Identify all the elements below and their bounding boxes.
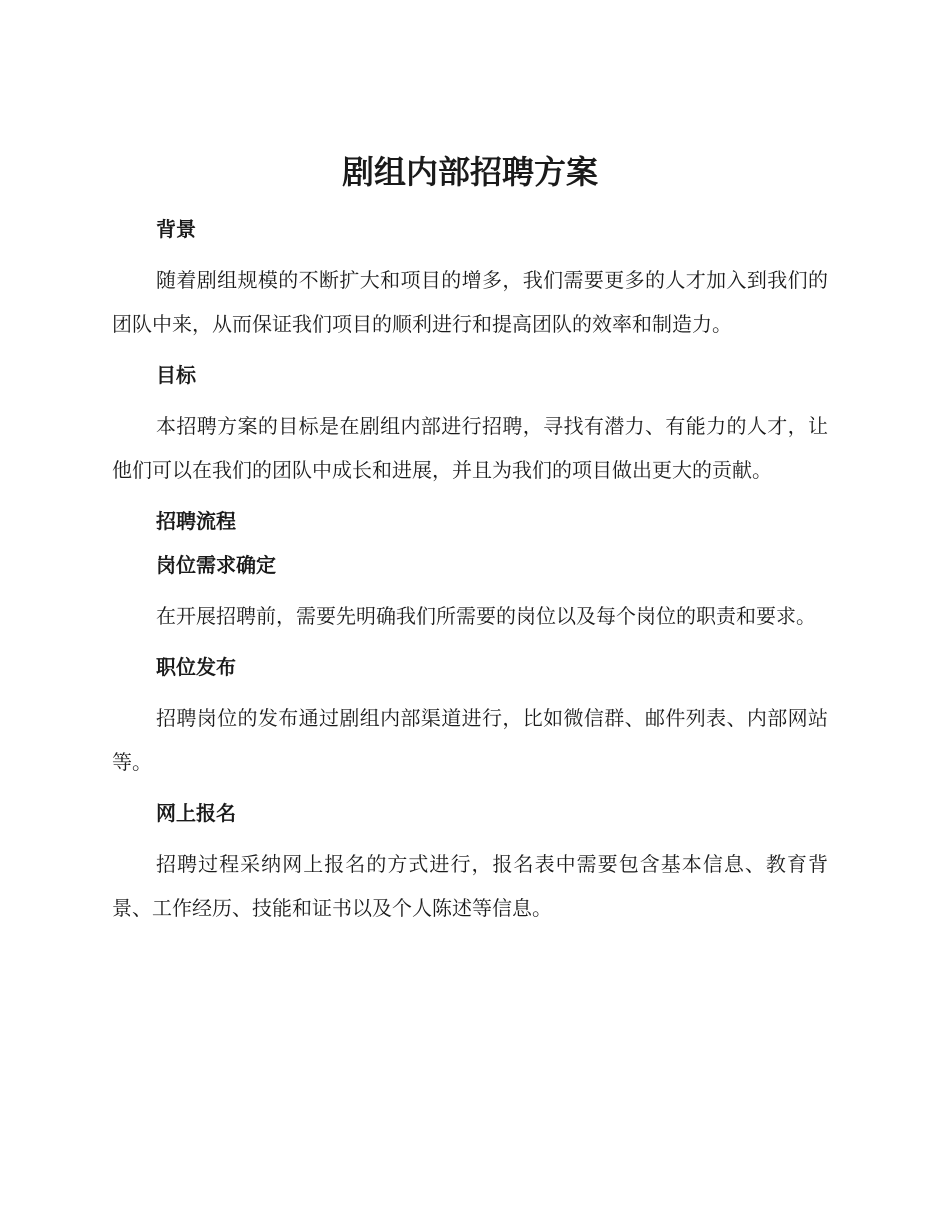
document-title: 剧组内部招聘方案 [341,153,598,191]
spacer [112,244,828,258]
paragraph-online-registration: 招聘过程采纳网上报名的方式进行，报名表中需要包含基本信息、教育背景、工作经历、技能和证书以及个人陈述等信息。 [112,852,828,920]
section-heading-process: 招聘流程 [156,509,236,533]
spacer [112,536,828,550]
paragraph-position-needs: 在开展招聘前，需要先明确我们所需要的岗位以及每个岗位的职责和要求。 [156,604,816,628]
spacer [112,638,828,652]
spacer [112,492,828,506]
spacer [112,390,828,404]
spacer [112,346,828,360]
section-heading-job-posting: 职位发布 [156,655,236,679]
spacer [112,580,828,594]
section-heading-background: 背景 [156,217,196,241]
section-heading-position-needs: 岗位需求确定 [156,553,276,577]
paragraph-job-posting: 招聘岗位的发布通过剧组内部渠道进行，比如微信群、邮件列表、内部网站等。 [112,706,828,774]
paragraph-background: 随着剧组规模的不断扩大和项目的增多，我们需要更多的人才加入到我们的团队中来，从而保证我们项目的顺利进行和提高团队的效率和制造力。 [112,268,828,336]
spacer [112,784,828,798]
section-heading-online-registration: 网上报名 [156,801,236,825]
spacer [112,828,828,842]
paragraph-goal: 本招聘方案的目标是在剧组内部进行招聘，寻找有潜力、有能力的人才，让他们可以在我们的团队中成长和进展，并且为我们的项目做出更大的贡献。 [112,414,828,482]
section-heading-goal: 目标 [156,363,196,387]
spacer [112,682,828,696]
